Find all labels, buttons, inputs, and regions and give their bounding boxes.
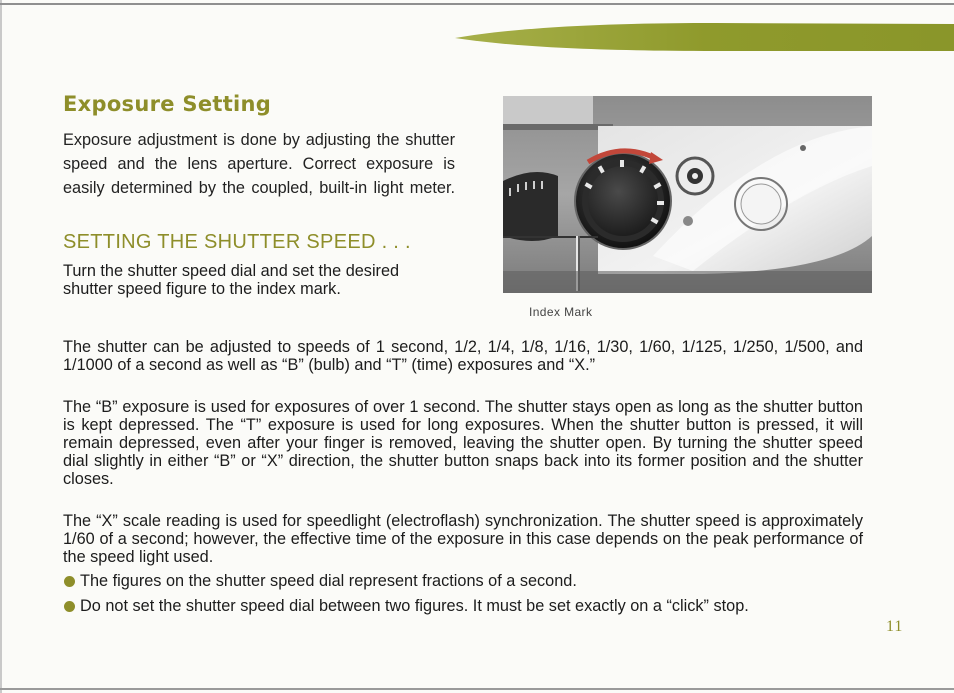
figure-caption: Index Mark bbox=[529, 305, 593, 319]
accent-band bbox=[455, 22, 954, 52]
bullet-item bbox=[63, 572, 863, 590]
subsection-heading: SETTING THE SHUTTER SPEED . . . bbox=[63, 231, 411, 253]
page-number: 11 bbox=[886, 618, 904, 635]
bullet-text: The figures on the shutter speed dial represent fractions of a second. bbox=[80, 572, 577, 590]
section-title: Exposure Setting bbox=[63, 92, 272, 116]
bullet-item bbox=[63, 597, 863, 615]
top-rule bbox=[0, 3, 954, 5]
page-edge bbox=[0, 0, 2, 693]
x-sync-paragraph: The “X” scale reading is used for speedlight (electroflash) synchronization. The shutter speed is approximately 1/60 of a second; however, the effective time of the exposure in this case depends on the peak performance of the speed light used. bbox=[63, 512, 863, 566]
speeds-paragraph: The shutter can be adjusted to speeds of 1 second, 1/2, 1/4, 1/8, 1/16, 1/30, 1/60, 1/125, 1/250, 1/500, and 1/1000 of a second as well as “B” (bulb) and “T” (time) exposures and “X.” bbox=[63, 338, 863, 374]
instruction-paragraph: Turn the shutter speed dial and set the desired shutter speed figure to the index mark. bbox=[63, 262, 400, 298]
bullet-dot-icon bbox=[64, 601, 75, 612]
bullet-text: Do not set the shutter speed dial between two figures. It must be set exactly on a “click” stop. bbox=[80, 597, 749, 615]
shutter-dial-photo bbox=[503, 96, 872, 293]
bullet-dot-icon bbox=[64, 576, 75, 587]
intro-paragraph: Exposure adjustment is done by adjusting the shutter speed and the lens aperture. Correct exposure is easily determined by the coupled, built-in light meter. bbox=[63, 131, 455, 198]
bottom-rule bbox=[0, 688, 954, 690]
bulb-time-paragraph: The “B” exposure is used for exposures of over 1 second. The shutter stays open as long as the shutter button is kept depressed. The “T” exposure is used for long exposures. When the shutter button is pressed, it will remain depressed, even after your finger is removed, leaving the shutter open. By turning the shutter speed dial slightly in either “B” or “X” direction, the shutter button snaps back into its former position and the shutter closes. bbox=[63, 398, 863, 488]
